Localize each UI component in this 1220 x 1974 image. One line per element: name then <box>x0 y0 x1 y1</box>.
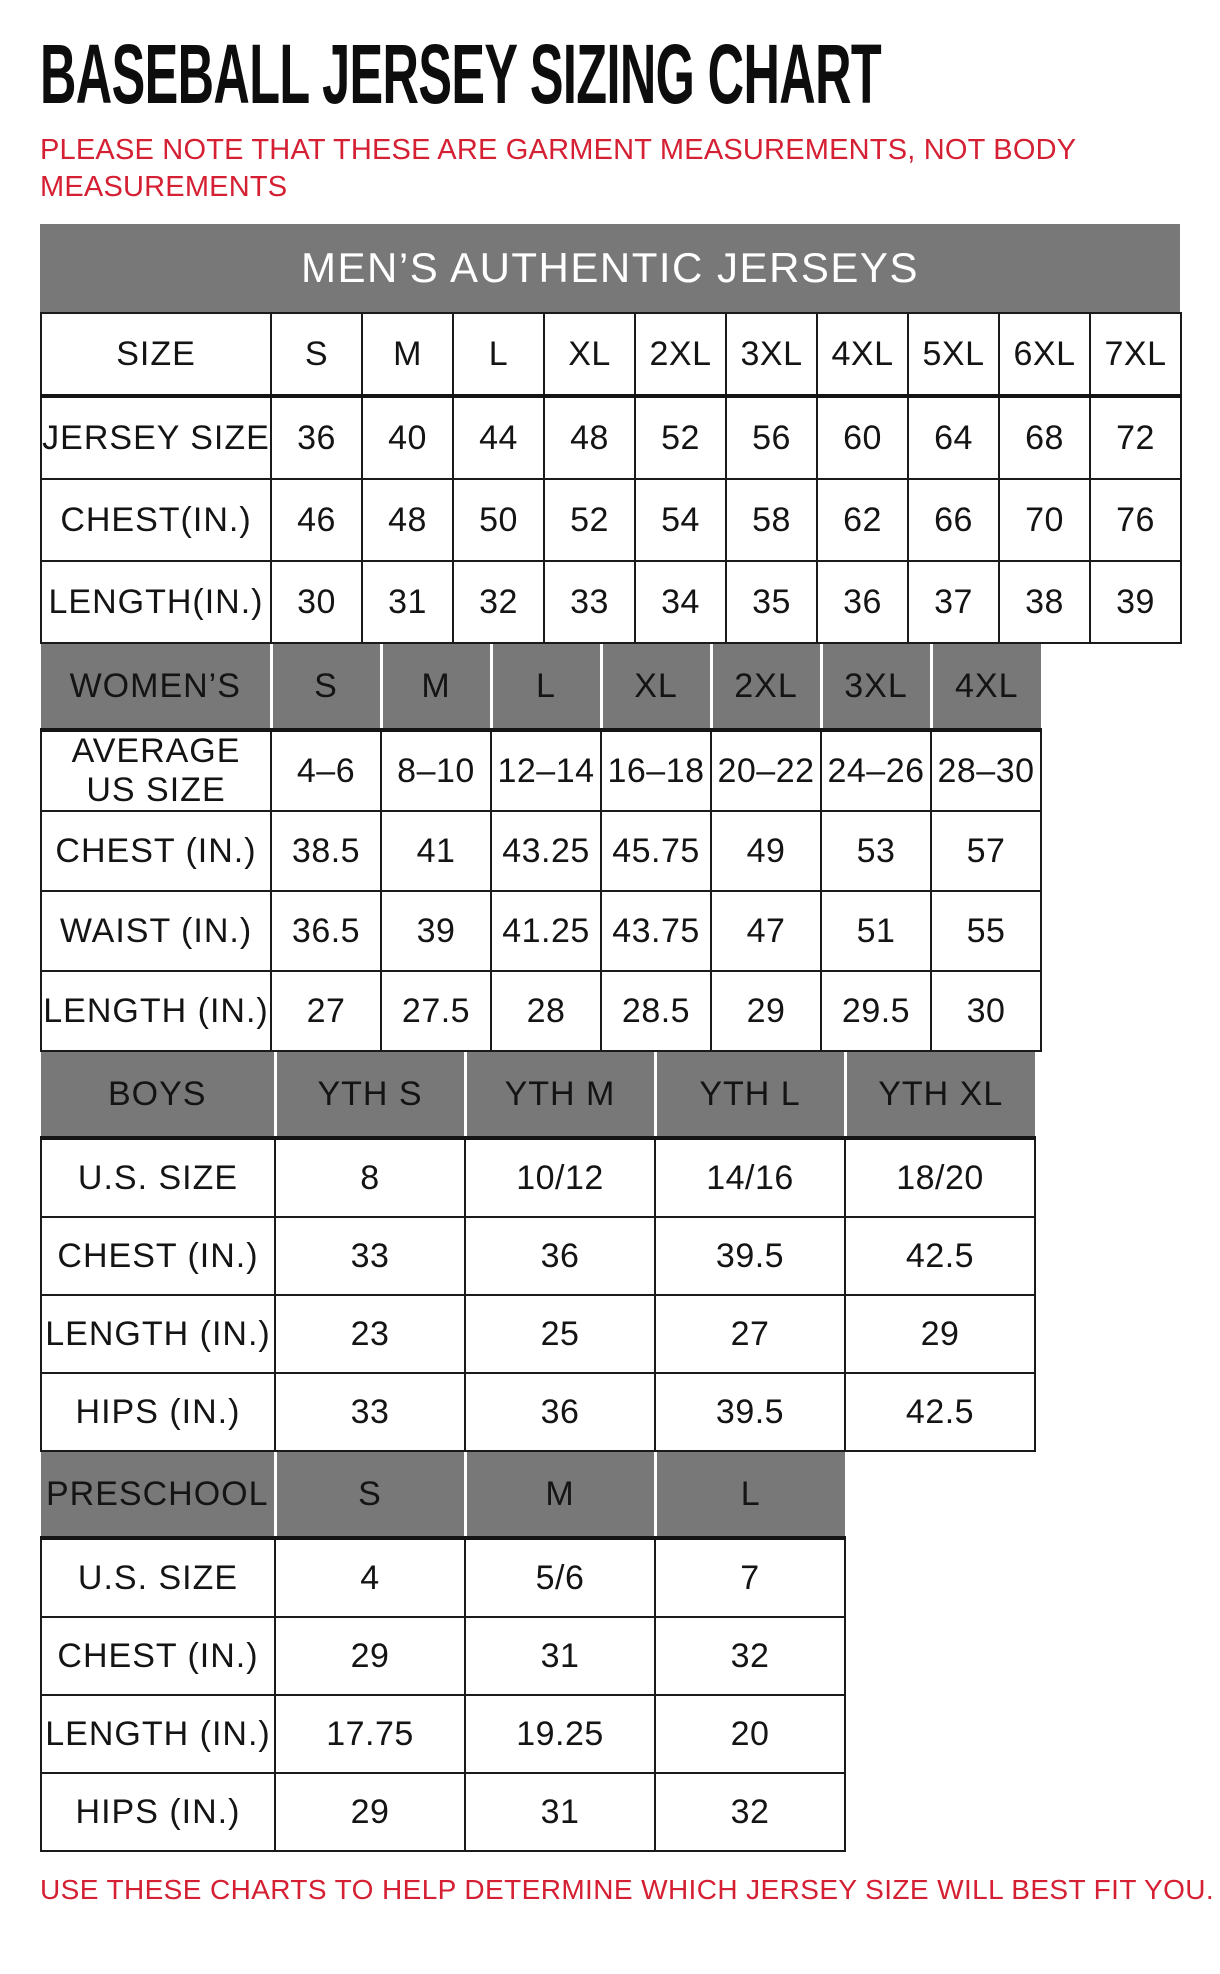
column-header-cell: YTH L <box>655 1052 845 1138</box>
preschool-row-1 <box>41 1617 845 1695</box>
value-cell: 14/16 <box>655 1138 845 1217</box>
value-cell: 36 <box>465 1217 655 1295</box>
value-cell: 39.5 <box>655 1373 845 1451</box>
column-header-cell: M <box>381 644 491 730</box>
value-cell: 36.5 <box>271 891 381 971</box>
value-cell: 27 <box>655 1295 845 1373</box>
row-label-cell: HIPS (IN.) <box>41 1773 275 1851</box>
value-cell: 38.5 <box>271 811 381 891</box>
value-cell: 18/20 <box>845 1138 1035 1217</box>
value-cell: 36 <box>465 1373 655 1451</box>
preschool-row-2 <box>41 1695 845 1773</box>
row-label-cell: U.S. SIZE <box>41 1538 275 1617</box>
value-cell: 8–10 <box>381 730 491 811</box>
row-label-cell: JERSEY SIZE <box>41 396 271 479</box>
value-cell: 3XL <box>726 313 817 396</box>
column-header-cell: M <box>465 1452 655 1538</box>
value-cell: 57 <box>931 811 1041 891</box>
value-cell: 5/6 <box>465 1538 655 1617</box>
value-cell: 42.5 <box>845 1373 1035 1451</box>
value-cell: 17.75 <box>275 1695 465 1773</box>
preschool-sizing-table <box>40 1452 846 1852</box>
value-cell: 44 <box>453 396 544 479</box>
value-cell: 28.5 <box>601 971 711 1051</box>
column-header-cell: S <box>275 1452 465 1538</box>
value-cell: 35 <box>726 561 817 643</box>
value-cell: 4XL <box>817 313 908 396</box>
boys-row-2 <box>41 1295 1035 1373</box>
column-header-cell: XL <box>601 644 711 730</box>
value-cell: 62 <box>817 479 908 561</box>
mens-row-2 <box>41 479 1181 561</box>
value-cell: M <box>362 313 453 396</box>
value-cell: 41 <box>381 811 491 891</box>
value-cell: 54 <box>635 479 726 561</box>
value-cell: 33 <box>275 1217 465 1295</box>
boys-row-1 <box>41 1217 1035 1295</box>
value-cell: 72 <box>1090 396 1181 479</box>
value-cell: 29 <box>275 1773 465 1851</box>
value-cell: 38 <box>999 561 1090 643</box>
mens-row-3 <box>41 561 1181 643</box>
value-cell: 45.75 <box>601 811 711 891</box>
value-cell: 37 <box>908 561 999 643</box>
mens-row-0 <box>41 313 1181 396</box>
preschool-corner-header-cell: PRESCHOOL <box>41 1452 275 1538</box>
column-header-cell: YTH XL <box>845 1052 1035 1138</box>
womens-row-1 <box>41 811 1041 891</box>
value-cell: 32 <box>655 1773 845 1851</box>
value-cell: 25 <box>465 1295 655 1373</box>
value-cell: 49 <box>711 811 821 891</box>
womens-row-2 <box>41 891 1041 971</box>
column-header-cell: 2XL <box>711 644 821 730</box>
value-cell: 28–30 <box>931 730 1041 811</box>
row-label-cell: LENGTH(IN.) <box>41 561 271 643</box>
value-cell: 32 <box>655 1617 845 1695</box>
value-cell: 31 <box>362 561 453 643</box>
value-cell: 36 <box>271 396 362 479</box>
value-cell: 70 <box>999 479 1090 561</box>
value-cell: 27.5 <box>381 971 491 1051</box>
value-cell: 48 <box>544 396 635 479</box>
boys-header-row <box>41 1052 1035 1138</box>
column-header-cell: YTH S <box>275 1052 465 1138</box>
row-label-cell: U.S. SIZE <box>41 1138 275 1217</box>
value-cell: 23 <box>275 1295 465 1373</box>
boys-sizing-table <box>40 1052 1036 1452</box>
value-cell: 40 <box>362 396 453 479</box>
value-cell: 6XL <box>999 313 1090 396</box>
value-cell: 52 <box>544 479 635 561</box>
column-header-cell: L <box>491 644 601 730</box>
value-cell: 29 <box>275 1617 465 1695</box>
value-cell: 27 <box>271 971 381 1051</box>
row-label-cell: WAIST (IN.) <box>41 891 271 971</box>
value-cell: 51 <box>821 891 931 971</box>
boys-row-0 <box>41 1138 1035 1217</box>
value-cell: 20–22 <box>711 730 821 811</box>
value-cell: 41.25 <box>491 891 601 971</box>
value-cell: 42.5 <box>845 1217 1035 1295</box>
page-title: BASEBALL JERSEY SIZING CHART <box>40 27 882 121</box>
value-cell: 47 <box>711 891 821 971</box>
row-label-cell: LENGTH (IN.) <box>41 1695 275 1773</box>
value-cell: L <box>453 313 544 396</box>
value-cell: 68 <box>999 396 1090 479</box>
column-header-cell: YTH M <box>465 1052 655 1138</box>
value-cell: 29 <box>711 971 821 1051</box>
value-cell: 30 <box>271 561 362 643</box>
note-line-2: MEASUREMENTS <box>40 171 288 204</box>
value-cell: S <box>271 313 362 396</box>
preschool-row-3 <box>41 1773 845 1851</box>
value-cell: 31 <box>465 1617 655 1695</box>
column-header-cell: S <box>271 644 381 730</box>
value-cell: 76 <box>1090 479 1181 561</box>
value-cell: 66 <box>908 479 999 561</box>
value-cell: 32 <box>453 561 544 643</box>
value-cell: 20 <box>655 1695 845 1773</box>
value-cell: 48 <box>362 479 453 561</box>
value-cell: 36 <box>817 561 908 643</box>
value-cell: 64 <box>908 396 999 479</box>
value-cell: 7 <box>655 1538 845 1617</box>
value-cell: 43.75 <box>601 891 711 971</box>
value-cell: 56 <box>726 396 817 479</box>
womens-row-0 <box>41 730 1041 811</box>
value-cell: 10/12 <box>465 1138 655 1217</box>
value-cell: 50 <box>453 479 544 561</box>
value-cell: 4–6 <box>271 730 381 811</box>
boys-row-3 <box>41 1373 1035 1451</box>
value-cell: 55 <box>931 891 1041 971</box>
row-label-cell: AVERAGE US SIZE <box>41 730 271 811</box>
boys-corner-header-cell: BOYS <box>41 1052 275 1138</box>
value-cell: XL <box>544 313 635 396</box>
mens-authentic-jerseys-table <box>40 312 1182 644</box>
value-cell: 39 <box>381 891 491 971</box>
row-label-cell: CHEST (IN.) <box>41 1617 275 1695</box>
value-cell: 29.5 <box>821 971 931 1051</box>
mens-authentic-jerseys-header-band <box>40 224 1180 312</box>
row-label-cell: HIPS (IN.) <box>41 1373 275 1451</box>
mens-row-1 <box>41 396 1181 479</box>
row-label-cell: CHEST(IN.) <box>41 479 271 561</box>
value-cell: 4 <box>275 1538 465 1617</box>
mens-band-title: MEN’S AUTHENTIC JERSEYS <box>301 244 919 292</box>
value-cell: 33 <box>544 561 635 643</box>
value-cell: 30 <box>931 971 1041 1051</box>
preschool-header-row <box>41 1452 845 1538</box>
row-label-cell: CHEST (IN.) <box>41 1217 275 1295</box>
value-cell: 33 <box>275 1373 465 1451</box>
value-cell: 24–26 <box>821 730 931 811</box>
value-cell: 29 <box>845 1295 1035 1373</box>
value-cell: 46 <box>271 479 362 561</box>
row-label-cell: LENGTH (IN.) <box>41 971 271 1051</box>
column-header-cell: L <box>655 1452 845 1538</box>
column-header-cell: 4XL <box>931 644 1041 730</box>
row-label-cell: CHEST (IN.) <box>41 811 271 891</box>
womens-row-3 <box>41 971 1041 1051</box>
womens-corner-header-cell: WOMEN’S <box>41 644 271 730</box>
womens-sizing-table <box>40 644 1042 1052</box>
value-cell: 19.25 <box>465 1695 655 1773</box>
value-cell: 60 <box>817 396 908 479</box>
value-cell: 2XL <box>635 313 726 396</box>
value-cell: 8 <box>275 1138 465 1217</box>
value-cell: 5XL <box>908 313 999 396</box>
value-cell: 7XL <box>1090 313 1181 396</box>
value-cell: 39.5 <box>655 1217 845 1295</box>
note-line-1: PLEASE NOTE THAT THESE ARE GARMENT MEASUREMENTS, NOT BODY <box>40 134 1077 166</box>
value-cell: 53 <box>821 811 931 891</box>
row-label-cell: LENGTH (IN.) <box>41 1295 275 1373</box>
value-cell: 39 <box>1090 561 1181 643</box>
value-cell: 34 <box>635 561 726 643</box>
value-cell: 52 <box>635 396 726 479</box>
row-label-cell: SIZE <box>41 313 271 396</box>
column-header-cell: 3XL <box>821 644 931 730</box>
value-cell: 58 <box>726 479 817 561</box>
value-cell: 12–14 <box>491 730 601 811</box>
value-cell: 16–18 <box>601 730 711 811</box>
value-cell: 28 <box>491 971 601 1051</box>
womens-header-row <box>41 644 1041 730</box>
garment-measurements-note <box>40 132 1220 206</box>
preschool-row-0 <box>41 1538 845 1617</box>
value-cell: 31 <box>465 1773 655 1851</box>
footer-note: USE THESE CHARTS TO HELP DETERMINE WHICH JERSEY SIZE WILL BEST FIT YOU. <box>40 1874 1215 1906</box>
value-cell: 43.25 <box>491 811 601 891</box>
